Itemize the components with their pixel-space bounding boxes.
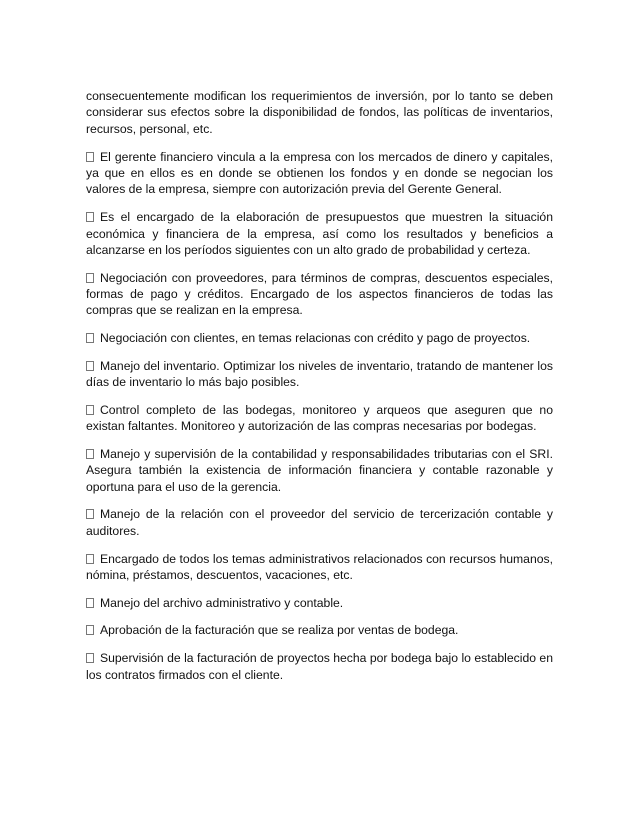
intro-paragraph: consecuentemente modifican los requerimientos de inversión, por lo tanto se deben considerar sus efectos sobre la disponibilidad de fondos, las políticas de inventarios, recursos, personal, etc. — [86, 89, 553, 136]
list-item — [86, 595, 553, 611]
list-item-text: Manejo del inventario. Optimizar los niveles de inventario, tratando de mantener los días de inventario lo más bajo posibles. — [86, 358, 553, 390]
list-item — [86, 358, 553, 391]
list-item-text: Manejo del archivo administrativo y contable. — [100, 595, 344, 610]
empty-square-bullet-icon — [86, 333, 94, 343]
list-item — [86, 209, 553, 258]
empty-square-bullet-icon — [86, 273, 94, 283]
list-item-text: Negociación con proveedores, para términos de compras, descuentos especiales, formas de pago y créditos. Encargado de los aspectos financieros de todas las compras que se realizan en la empresa. — [86, 270, 553, 318]
list-item — [86, 402, 553, 435]
empty-square-bullet-icon — [86, 653, 94, 663]
list-item-text: El gerente financiero vincula a la empresa con los mercados de dinero y capitales, ya que en ellos es en donde se obtienen los fondos y en donde se negocian los valores de la empresa, siempre con autorización previa del Gerente General. — [86, 149, 553, 197]
list-item-text: Es el encargado de la elaboración de presupuestos que muestren la situación económica y financiera de la empresa, así como los resultados y beneficios a alcanzarse en los períodos siguientes con un alto grado de probabilidad y certeza. — [86, 210, 553, 257]
list-item — [86, 446, 553, 495]
empty-square-bullet-icon — [86, 449, 94, 459]
empty-square-bullet-icon — [86, 212, 94, 222]
list-item-text: Aprobación de la facturación que se realiza por ventas de bodega. — [100, 623, 459, 638]
list-item-text: Encargado de todos los temas administrativos relacionados con recursos humanos, nómina, préstamos, descuentos, vacaciones, etc. — [86, 551, 553, 582]
document-body — [86, 88, 553, 694]
empty-square-bullet-icon — [86, 598, 94, 608]
empty-square-bullet-icon — [86, 625, 94, 635]
empty-square-bullet-icon — [86, 509, 94, 519]
empty-square-bullet-icon — [86, 152, 94, 162]
list-item — [86, 149, 553, 198]
list-item — [86, 622, 553, 638]
list-item-text: Negociación con clientes, en temas relacionas con crédito y pago de proyectos. — [100, 331, 531, 346]
empty-square-bullet-icon — [86, 405, 94, 415]
list-item-text: Manejo y supervisión de la contabilidad y responsabilidades tributarias con el SRI. Asegura también la existencia de información financiera y contable razonable y oportuna para el uso de la gerencia. — [86, 447, 553, 494]
list-item-text: Manejo de la relación con el proveedor del servicio de tercerización contable y auditores. — [86, 507, 553, 538]
list-item — [86, 270, 553, 319]
list-item-text: Supervisión de la facturación de proyectos hecha por bodega bajo lo establecido en los contratos firmados con el cliente. — [86, 651, 553, 682]
list-item — [86, 650, 553, 683]
list-item — [86, 506, 553, 539]
list-item-text: Control completo de las bodegas, monitoreo y arqueos que aseguren que no existan faltantes. Monitoreo y autorización de las compras necesarias por bodegas. — [86, 402, 553, 434]
list-item — [86, 551, 553, 584]
list-item — [86, 330, 553, 346]
empty-square-bullet-icon — [86, 361, 94, 371]
empty-square-bullet-icon — [86, 554, 94, 564]
